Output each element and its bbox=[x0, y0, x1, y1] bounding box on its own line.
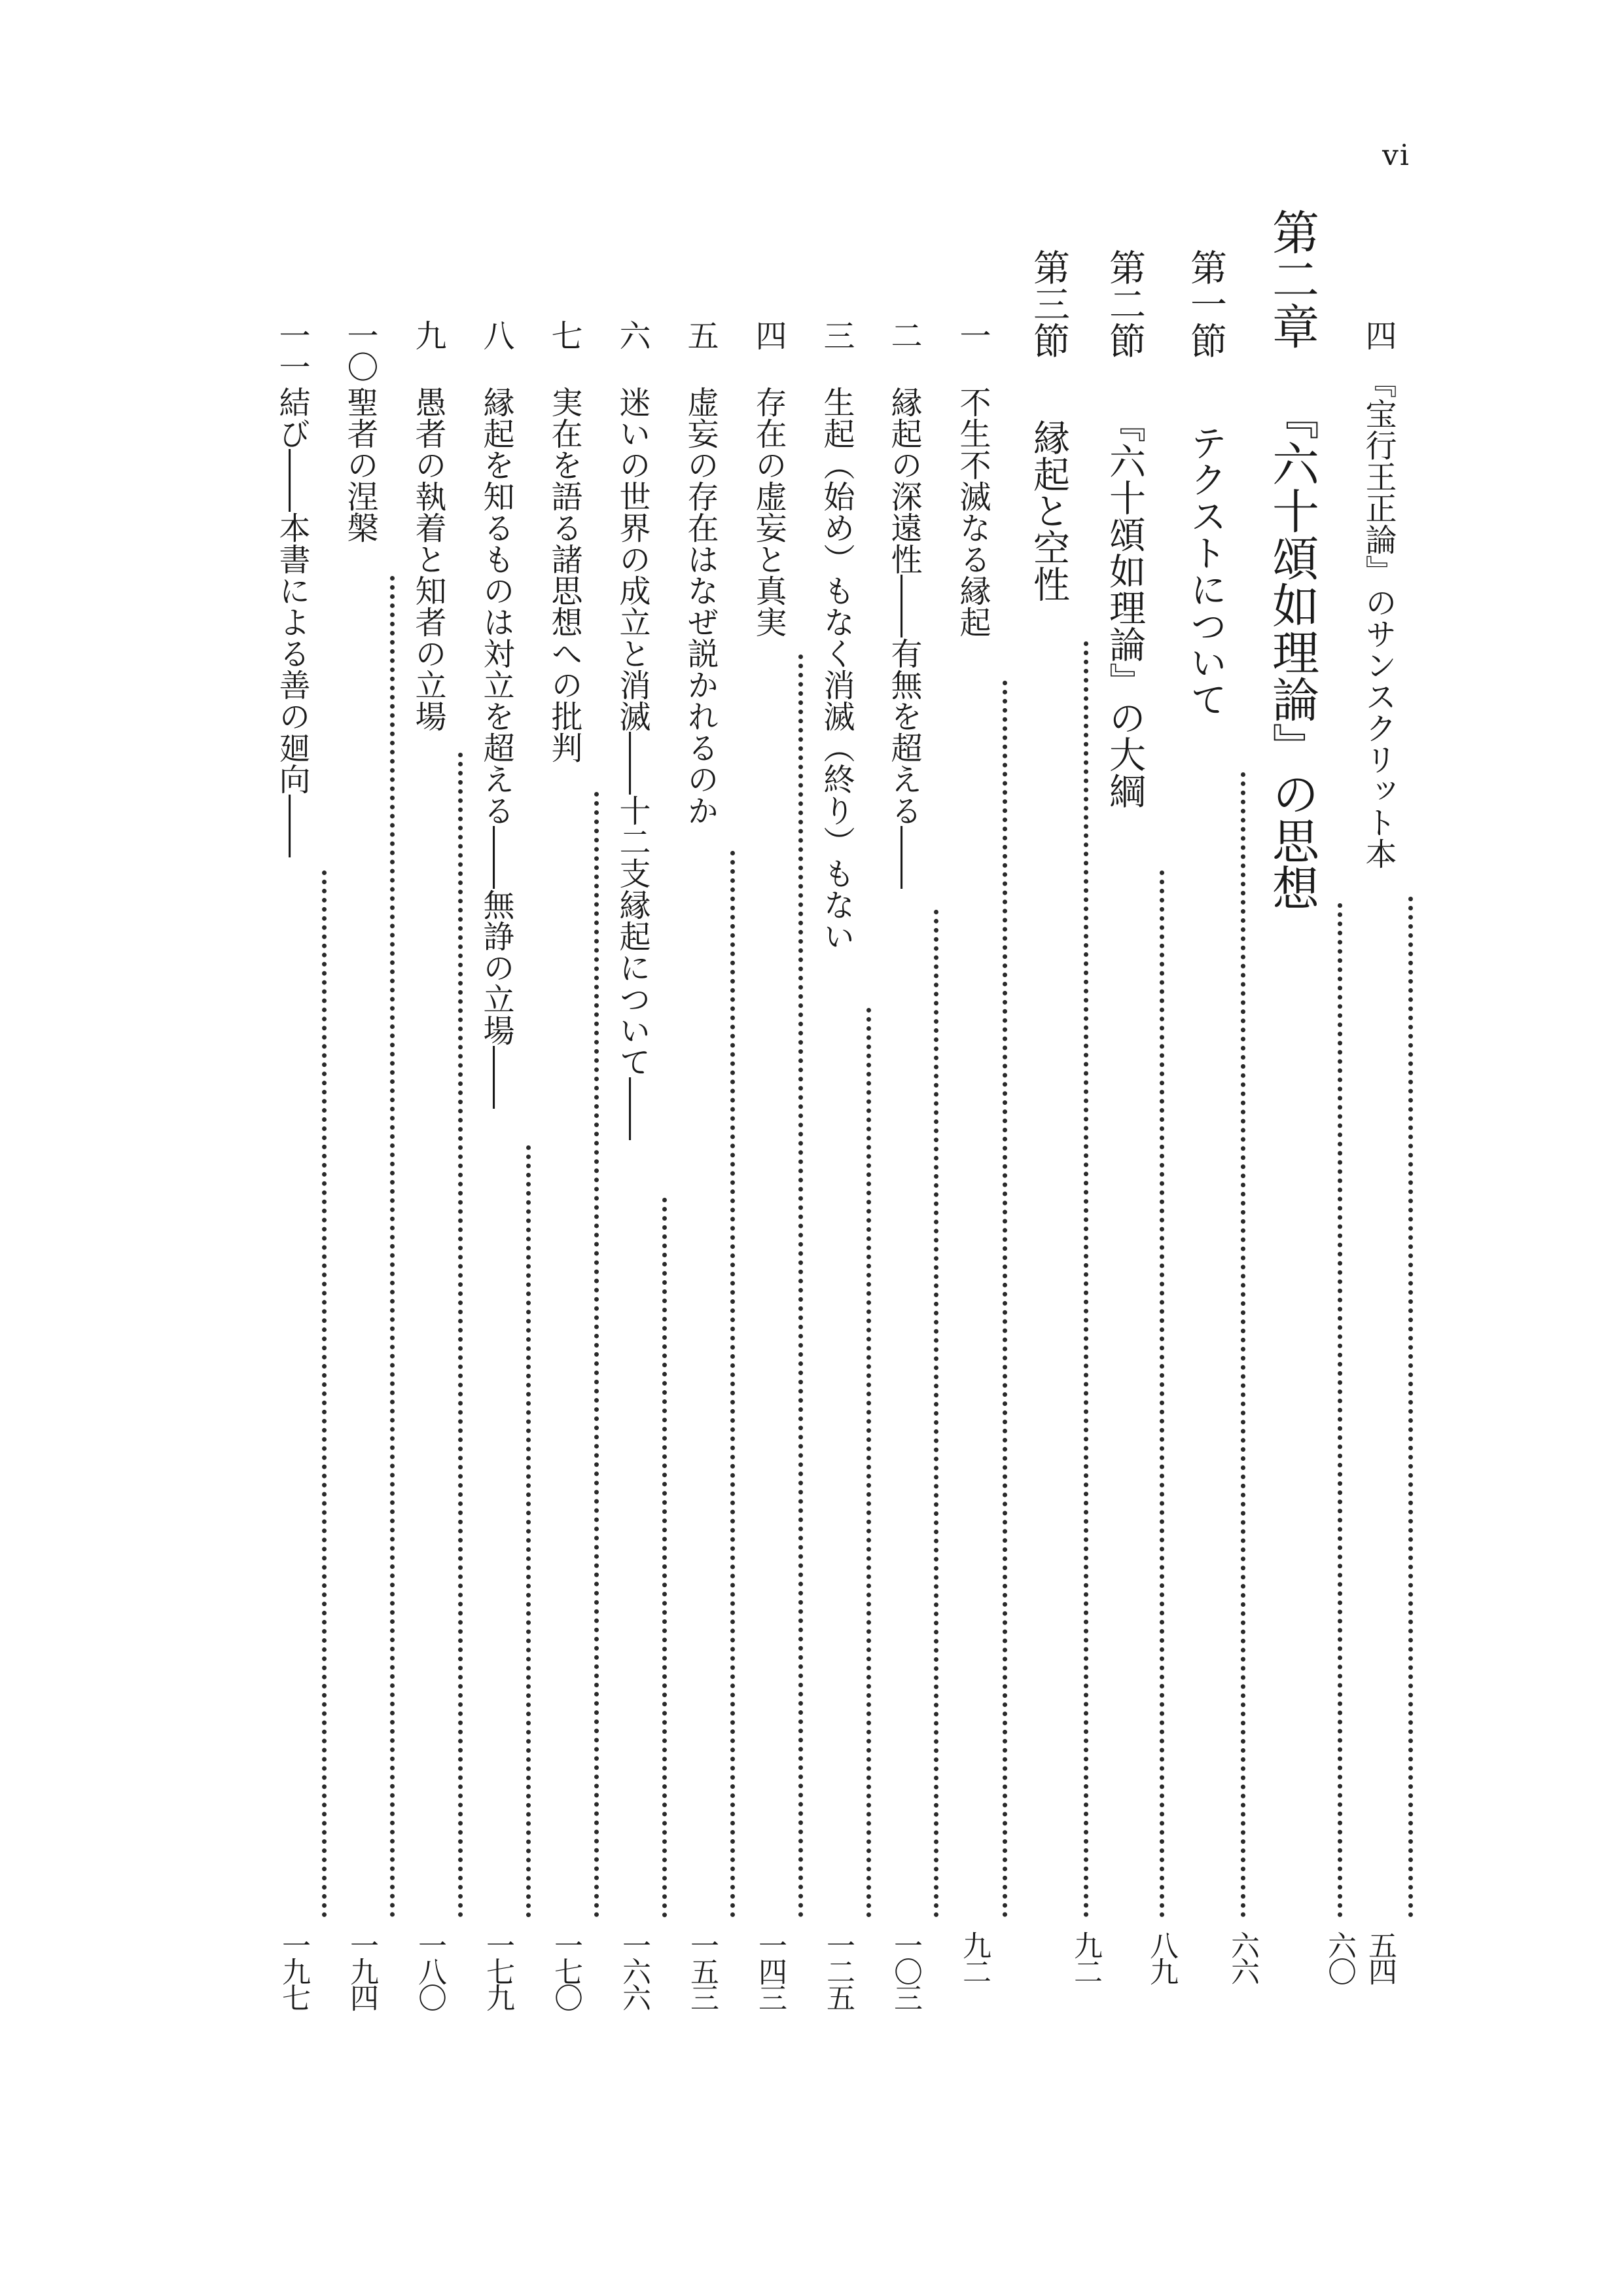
entry-title: 迷いの世界の成立と消滅――十二支縁起について―― bbox=[614, 386, 651, 1140]
entry-page: 一九七 bbox=[277, 1931, 310, 2009]
entry-title: 聖者の涅槃 bbox=[342, 386, 378, 543]
page-number: vi bbox=[1382, 139, 1410, 172]
entry-number: 八 bbox=[478, 319, 514, 351]
dot-leader bbox=[1408, 897, 1413, 1918]
entry-number: 第三節 bbox=[1027, 249, 1070, 359]
entry-title: 『六十頌如理論』の大綱 bbox=[1103, 406, 1146, 809]
dot-leader bbox=[594, 792, 599, 1918]
dot-leader bbox=[1160, 870, 1164, 1918]
entry-title: 実在を語る諸思想への批判 bbox=[546, 386, 582, 763]
entry-title: 縁起と空性 bbox=[1027, 419, 1070, 602]
dot-leader bbox=[1084, 641, 1088, 1918]
dot-leader bbox=[1003, 681, 1007, 1918]
entry-page: 一〇三 bbox=[889, 1931, 922, 2009]
entry-page: 一八〇 bbox=[413, 1931, 446, 2009]
entry-number: 四 bbox=[1360, 319, 1397, 351]
entry-title: 不生不滅なる縁起 bbox=[954, 386, 991, 637]
entry-title: 結び――本書による善の廻向―― bbox=[274, 386, 310, 857]
dot-leader bbox=[390, 576, 395, 1918]
entry-title: テクストについて bbox=[1185, 424, 1227, 717]
entry-title: 愚者の執着と知者の立場 bbox=[410, 386, 446, 732]
entry-number: 二 bbox=[885, 319, 922, 351]
entry-title: 縁起を知るものは対立を超える――無諍の立場―― bbox=[478, 386, 514, 1109]
entry-number: 第一節 bbox=[1185, 249, 1227, 359]
dot-leader bbox=[322, 870, 327, 1918]
entry-title: 『六十頌如理論』の思想 bbox=[1264, 393, 1319, 911]
dot-leader bbox=[1241, 772, 1245, 1918]
entry-page: 九二 bbox=[1069, 1931, 1102, 1983]
entry-number: 三 bbox=[818, 319, 855, 351]
entry-page: 八九 bbox=[1145, 1931, 1178, 1983]
entry-page: 一六六 bbox=[617, 1931, 651, 2009]
dot-leader bbox=[730, 851, 735, 1918]
entry-title: 縁起の深遠性――有無を超える―― bbox=[885, 386, 922, 889]
dot-leader bbox=[1338, 903, 1342, 1918]
dot-leader bbox=[458, 753, 463, 1918]
entry-title: 虚妄の存在はなぜ説かれるのか bbox=[682, 386, 719, 826]
entry-page: 一七〇 bbox=[549, 1931, 582, 2009]
dot-leader bbox=[662, 1198, 667, 1918]
entry-page: 五四 bbox=[1363, 1931, 1397, 1983]
entry-title: 生起（始め）もなく消滅（終り）もない bbox=[818, 386, 855, 952]
entry-page: 六〇 bbox=[1323, 1931, 1356, 1983]
entry-title: 存在の虚妄と真実 bbox=[750, 386, 787, 637]
entry-page: 一四三 bbox=[753, 1931, 787, 2009]
dot-leader bbox=[798, 655, 803, 1918]
entry-page: 一七九 bbox=[481, 1931, 514, 2009]
entry-number: 六 bbox=[614, 319, 651, 351]
dot-leader bbox=[866, 1008, 871, 1918]
entry-number: 五 bbox=[682, 319, 719, 351]
dot-leader bbox=[526, 1145, 531, 1918]
entry-number: 一〇 bbox=[342, 319, 378, 382]
entry-number: 第二節 bbox=[1103, 249, 1146, 359]
entry-page: 六六 bbox=[1226, 1931, 1259, 1983]
entry-number: 一一 bbox=[274, 319, 310, 382]
entry-number: 四 bbox=[750, 319, 787, 351]
entry-page: 一九四 bbox=[345, 1931, 378, 2009]
entry-page: 九二 bbox=[957, 1931, 991, 1983]
entry-title: 『宝行王正論』のサンスクリット本 bbox=[1360, 367, 1397, 869]
entry-page: 一五三 bbox=[685, 1931, 719, 2009]
dot-leader bbox=[934, 910, 938, 1918]
entry-number: 七 bbox=[546, 319, 582, 351]
entry-page: 一二五 bbox=[821, 1931, 855, 2009]
entry-number: 九 bbox=[410, 319, 446, 351]
entry-number: 第二章 bbox=[1264, 208, 1319, 350]
entry-number: 一 bbox=[954, 319, 991, 351]
